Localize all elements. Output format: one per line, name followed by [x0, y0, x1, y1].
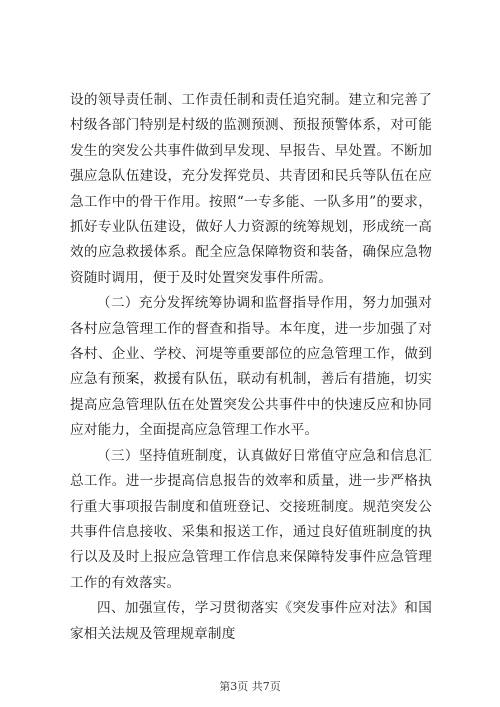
paragraph-2: （二）充分发挥统筹协调和监督指导作用，努力加强对各村应急管理工作的督查和指导。本年度，进一步加强了对各村、企业、学校、河堤等重要部位的应急管理工作，做到应急有预案，救援有队伍，联动有机制，善后有措施，切实提高应急管理队伍在处置突发公共事件中的快速反应和协同应对能力，全面提高应急管理工作水平。 — [70, 295, 432, 439]
document-body — [70, 88, 432, 647]
page-number-footer: 第3页 共7页 — [219, 680, 281, 693]
paragraph-3: （三）坚持值班制度，认真做好日常值守应急和信息汇总工作。进一步提高信息报告的效率和质量，进一步严格执行重大事项报告制度和值班登记、交接班制度。规范突发公共事件信息接收、采集和报送工作，通过良好值班制度的执行以及及时上报应急管理工作信息来保障特发事件应急管理工作的有效落实。 — [70, 447, 432, 591]
paragraph-4-heading: 四、加强宣传，学习贯彻落实《突发事件应对法》和国家相关法规及管理规章制度 — [70, 600, 432, 642]
paragraph-1: 设的领导责任制、工作责任制和责任追究制。建立和完善了村级各部门特别是村级的监测预测、预报预警体系，对可能发生的突发公共事件做到早发现、早报告、早处置。不断加强应急队伍建设，充分发挥党员、共青团和民兵等队伍在应急工作中的骨干作用。按照“一专多能、一队多用”的要求，抓好专业队伍建设，做好人力资源的统筹规划，形成统一高效的应急救援体系。配全应急保障物资和装备，确保应急物资随时调用，便于及时处置突发事件所需。 — [70, 92, 432, 286]
